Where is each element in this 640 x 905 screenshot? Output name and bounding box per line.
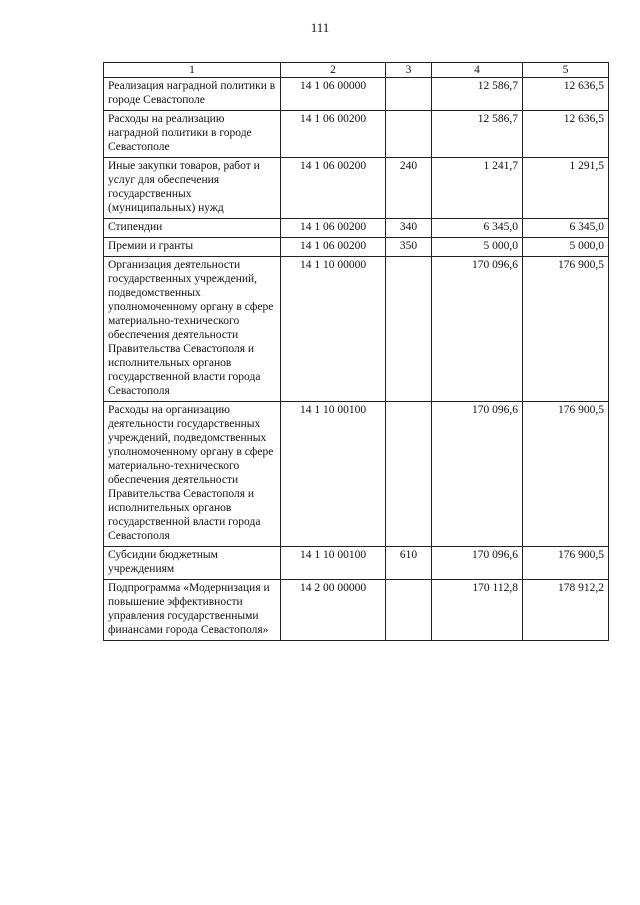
row-code: 14 1 06 00200	[281, 158, 386, 219]
row-type: 350	[386, 238, 432, 257]
row-value-1: 170 096,6	[432, 257, 523, 402]
row-name: Субсидии бюджетным учреждениям	[104, 547, 281, 580]
row-type	[386, 111, 432, 158]
table-row	[104, 580, 609, 641]
row-value-2: 1 291,5	[523, 158, 609, 219]
row-value-2: 176 900,5	[523, 547, 609, 580]
col-header-4: 4	[432, 63, 523, 78]
row-name: Расходы на реализацию наградной политики в городе Севастополе	[104, 111, 281, 158]
row-name: Стипендии	[104, 219, 281, 238]
row-type: 340	[386, 219, 432, 238]
row-value-2: 5 000,0	[523, 238, 609, 257]
row-name: Подпрограмма «Модернизация и повышение эффективности управления государственными финансами города Севастополя»	[104, 580, 281, 641]
row-value-1: 6 345,0	[432, 219, 523, 238]
table-row	[104, 238, 609, 257]
row-value-1: 1 241,7	[432, 158, 523, 219]
row-code: 14 1 10 00000	[281, 257, 386, 402]
table-row	[104, 111, 609, 158]
row-type	[386, 257, 432, 402]
row-type	[386, 78, 432, 111]
col-header-5: 5	[523, 63, 609, 78]
col-header-3: 3	[386, 63, 432, 78]
row-value-2: 178 912,2	[523, 580, 609, 641]
row-value-1: 170 096,6	[432, 547, 523, 580]
header-row	[104, 63, 609, 78]
row-value-2: 176 900,5	[523, 257, 609, 402]
row-type	[386, 580, 432, 641]
row-code: 14 1 06 00200	[281, 111, 386, 158]
row-name: Расходы на организацию деятельности государственных учреждений, подведомственных уполномоченному органу в сфере материально-технического обеспечения деятельности Правительства Севастополя и исполнительных органов государственной власти города Севастополя	[104, 402, 281, 547]
row-code: 14 1 06 00200	[281, 238, 386, 257]
row-code: 14 1 10 00100	[281, 547, 386, 580]
row-type	[386, 402, 432, 547]
row-name: Иные закупки товаров, работ и услуг для обеспечения государственных (муниципальных) нужд	[104, 158, 281, 219]
row-name: Организация деятельности государственных учреждений, подведомственных уполномоченному органу в сфере материально-технического обеспечения деятельности Правительства Севастополя и исполнительных органов государственной власти города Севастополя	[104, 257, 281, 402]
row-type: 610	[386, 547, 432, 580]
col-header-1: 1	[104, 63, 281, 78]
table-row	[104, 158, 609, 219]
row-value-1: 170 096,6	[432, 402, 523, 547]
row-code: 14 1 06 00200	[281, 219, 386, 238]
row-type: 240	[386, 158, 432, 219]
table-row	[104, 219, 609, 238]
row-code: 14 1 10 00100	[281, 402, 386, 547]
row-name: Реализация наградной политики в городе Севастополе	[104, 78, 281, 111]
page-number: 111	[310, 20, 330, 35]
table-row	[104, 547, 609, 580]
table-row	[104, 78, 609, 111]
col-header-2: 2	[281, 63, 386, 78]
row-value-1: 5 000,0	[432, 238, 523, 257]
row-name: Премии и гранты	[104, 238, 281, 257]
table-row	[104, 402, 609, 547]
table-row	[104, 257, 609, 402]
row-code: 14 2 00 00000	[281, 580, 386, 641]
row-code: 14 1 06 00000	[281, 78, 386, 111]
row-value-2: 12 636,5	[523, 111, 609, 158]
row-value-1: 170 112,8	[432, 580, 523, 641]
row-value-2: 6 345,0	[523, 219, 609, 238]
row-value-2: 12 636,5	[523, 78, 609, 111]
budget-table	[103, 62, 609, 641]
row-value-2: 176 900,5	[523, 402, 609, 547]
row-value-1: 12 586,7	[432, 78, 523, 111]
row-value-1: 12 586,7	[432, 111, 523, 158]
